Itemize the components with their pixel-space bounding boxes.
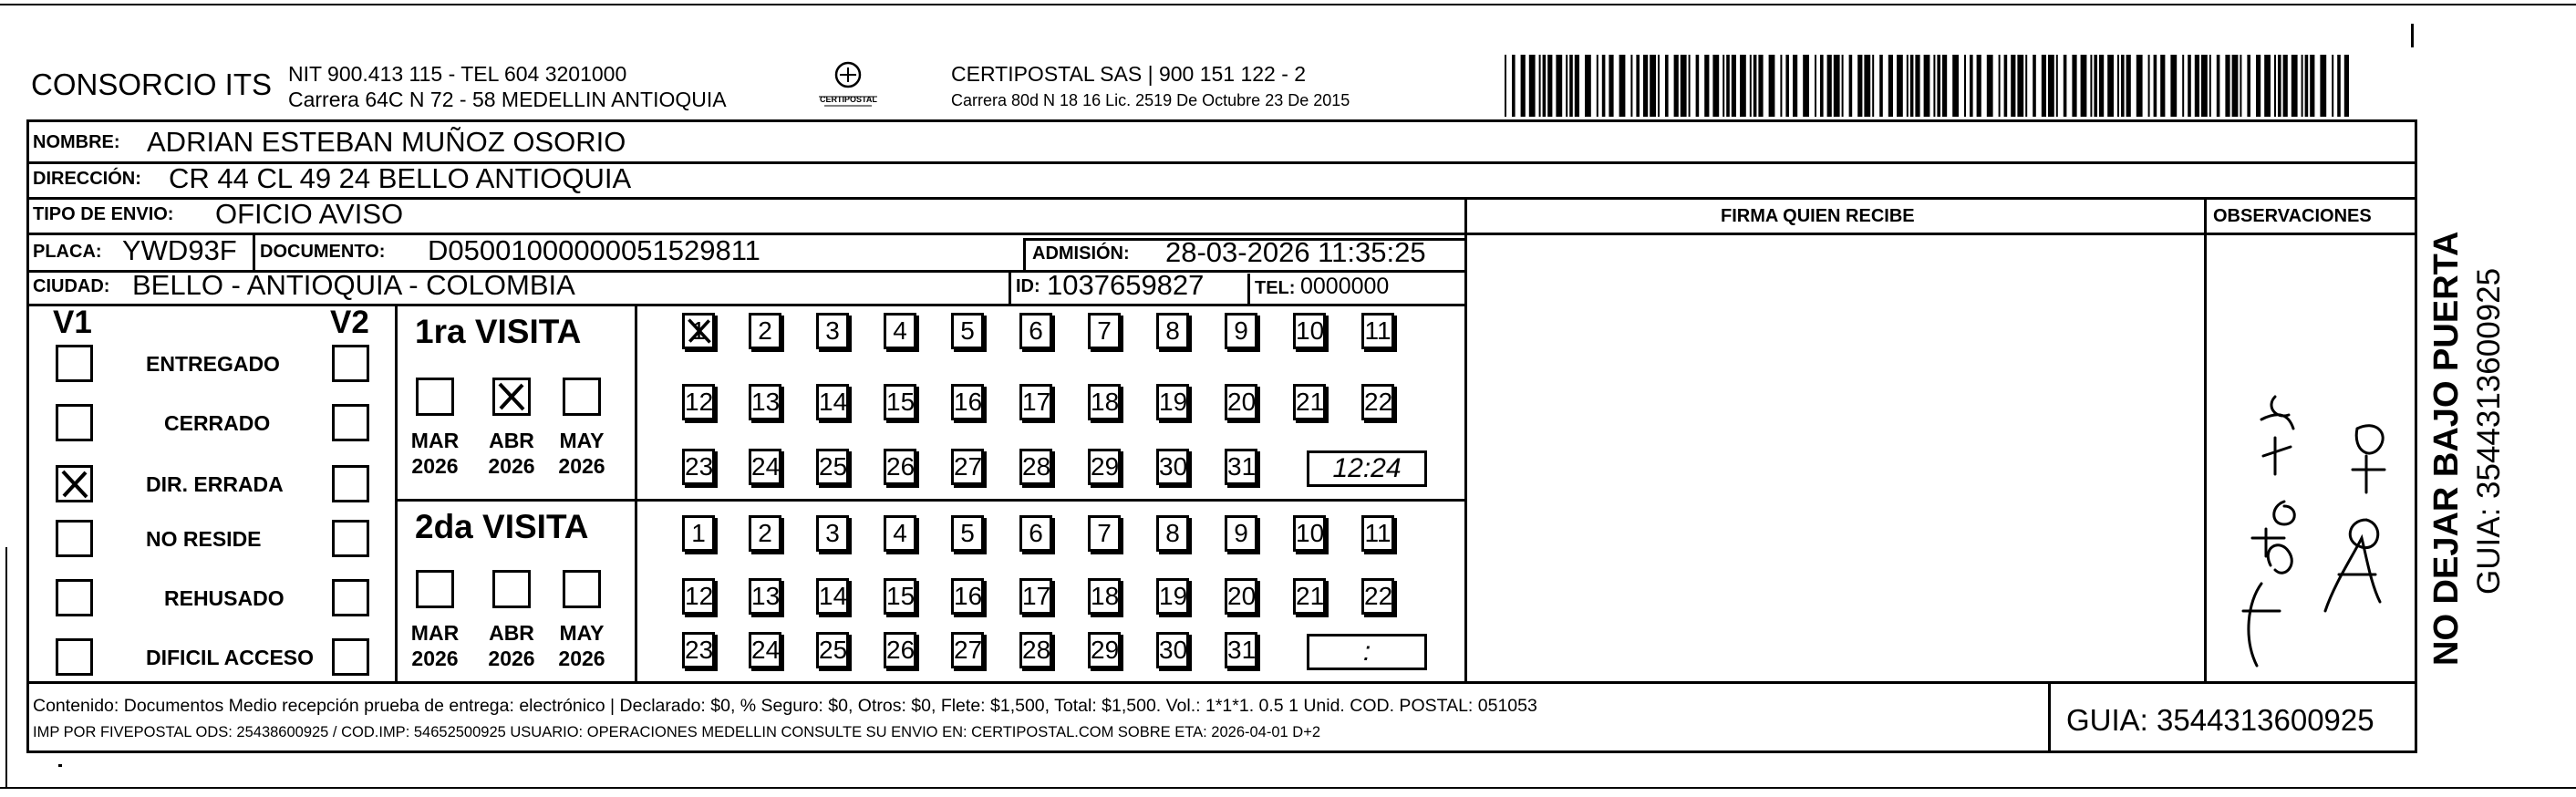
barcode-bar	[1872, 55, 1874, 117]
barcode-bar	[1575, 55, 1579, 117]
v2-checkbox[interactable]	[332, 638, 369, 676]
day-box[interactable]: 13	[749, 578, 781, 615]
v1-checkbox[interactable]	[56, 638, 93, 676]
barcode-bar	[2072, 55, 2076, 117]
tel-value: 0000000	[1300, 274, 1390, 299]
barcode-bar	[2310, 55, 2314, 117]
barcode-bar	[1512, 55, 1516, 117]
barcode-bar	[2278, 55, 2281, 117]
day-box[interactable]: 25	[816, 632, 849, 668]
day-box[interactable]: 18	[1088, 384, 1121, 420]
day-box[interactable]: 28	[1019, 449, 1052, 485]
barcode-bar	[1696, 55, 1700, 117]
barcode-bar	[1857, 55, 1862, 117]
day-box[interactable]: 9	[1225, 313, 1257, 349]
day-box[interactable]: 24	[749, 449, 781, 485]
barcode-bar	[1505, 55, 1506, 117]
day-box[interactable]: 26	[884, 449, 916, 485]
barcode-bar	[1970, 55, 1973, 117]
observaciones-note-text	[0, 0, 5, 1]
barcode-bar	[1569, 55, 1573, 117]
barcode-bar	[1999, 55, 2001, 117]
day-box[interactable]: 31	[1225, 632, 1257, 668]
barcode-bar	[2048, 55, 2054, 117]
day-box[interactable]: 7	[1088, 515, 1121, 552]
day-box[interactable]: 24	[749, 632, 781, 668]
status-label-1: CERRADO	[164, 411, 271, 435]
barcode-bar	[1888, 55, 1893, 117]
barcode-bar	[2117, 55, 2119, 117]
admision-value: 28-03-2026 11:35:25	[1165, 236, 1426, 268]
barcode-bar	[1879, 55, 1883, 117]
month-year: 2026	[558, 453, 605, 478]
carrier-logo-text: CERTIPOSTAL	[820, 95, 877, 104]
day-box[interactable]: 29	[1088, 632, 1121, 668]
day-box[interactable]: 30	[1156, 632, 1189, 668]
day-box[interactable]: 27	[951, 632, 984, 668]
day-box[interactable]: 6	[1019, 515, 1052, 552]
day-box[interactable]: 20	[1225, 578, 1257, 615]
barcode	[1505, 55, 2357, 117]
documento-label: DOCUMENTO:	[260, 242, 386, 262]
barcode-bar	[2004, 55, 2008, 117]
barcode-bar	[1609, 55, 1613, 117]
day-box[interactable]: 21	[1293, 578, 1326, 615]
tipo-envio-value: OFICIO AVISO	[215, 198, 404, 230]
day-box[interactable]: 27	[951, 449, 984, 485]
barcode-bar	[1842, 55, 1844, 117]
day-box[interactable]: 13	[749, 384, 781, 420]
barcode-bar	[1740, 55, 1746, 117]
day-box[interactable]: 5	[951, 313, 984, 349]
barcode-bar	[1543, 55, 1547, 117]
side-guia: GUIA: 3544313600925	[2471, 267, 2507, 595]
side-no-dejar: NO DEJAR BAJO PUERTA	[2427, 231, 2466, 666]
barcode-bar	[1681, 55, 1687, 117]
barcode-bar	[1758, 55, 1763, 117]
v1-checkbox[interactable]	[56, 465, 93, 502]
visit-cal-divider	[635, 304, 637, 681]
barcode-bar	[2017, 55, 2023, 117]
barcode-bar	[2256, 55, 2260, 117]
firma-area[interactable]	[1468, 236, 2202, 679]
tel-divider	[1247, 274, 1250, 304]
barcode-bar	[1712, 55, 1719, 117]
month-checkbox-mar[interactable]	[416, 378, 454, 416]
day-box[interactable]: 2	[749, 313, 781, 349]
barcode-bar	[1933, 55, 1935, 117]
placa-divider	[253, 233, 255, 270]
barcode-bar	[1924, 55, 1930, 117]
day-box[interactable]: 17	[1019, 384, 1052, 420]
barcode-bar	[1630, 55, 1632, 117]
day-box[interactable]: 4	[884, 313, 916, 349]
day-box[interactable]: 12	[682, 578, 715, 615]
status-label-5: DIFICIL ACCESO	[146, 646, 315, 669]
barcode-bar	[1602, 55, 1606, 117]
day-box[interactable]: 3	[816, 313, 849, 349]
barcode-bar	[1897, 55, 1903, 117]
company-address: Carrera 64C N 72 - 58 MEDELLIN ANTIOQUIA	[288, 88, 727, 111]
ciudad-value: BELLO - ANTIOQUIA - COLOMBIA	[132, 269, 575, 301]
day-box[interactable]: 5	[951, 515, 984, 552]
barcode-bar	[1952, 55, 1959, 117]
outer-bottom-line	[0, 787, 2576, 789]
day-box[interactable]: 23	[682, 632, 715, 668]
barcode-bar	[1529, 55, 1536, 117]
day-box[interactable]: 19	[1156, 384, 1189, 420]
barcode-bar	[1834, 55, 1840, 117]
barcode-bar	[2195, 55, 2199, 117]
month-checkbox-may[interactable]	[563, 570, 601, 608]
month-checkbox-mar[interactable]	[416, 570, 454, 608]
day-box[interactable]: 4	[884, 515, 916, 552]
nombre-label: NOMBRE:	[33, 132, 120, 152]
barcode-bar	[2154, 55, 2157, 117]
barcode-bar	[2182, 55, 2184, 117]
v2-checkbox[interactable]	[332, 520, 369, 557]
observaciones-label: OBSERVACIONES	[2213, 206, 2372, 226]
month-checkbox-may[interactable]	[563, 378, 601, 416]
barcode-bar	[1539, 55, 1541, 117]
barcode-bar	[2337, 55, 2341, 117]
barcode-bar	[1636, 55, 1640, 117]
barcode-bar	[2292, 55, 2298, 117]
day-box[interactable]: 23	[682, 449, 715, 485]
day-box[interactable]: 15	[884, 578, 916, 615]
placa-label: PLACA:	[33, 242, 102, 262]
barcode-bar	[2170, 55, 2177, 117]
day-box[interactable]: 9	[1225, 515, 1257, 552]
day-box[interactable]: 10	[1293, 515, 1326, 552]
barcode-bar	[2025, 55, 2027, 117]
day-box[interactable]: 21	[1293, 384, 1326, 420]
barcode-bar	[2099, 55, 2104, 117]
barcode-bar	[1937, 55, 1940, 117]
month-label	[480, 429, 543, 479]
v1-checkbox[interactable]	[56, 345, 93, 382]
direccion-label: DIRECCIÓN:	[33, 169, 141, 189]
day-box[interactable]: 8	[1156, 515, 1189, 552]
barcode-bar	[2160, 55, 2165, 117]
month-name: ABR	[489, 621, 534, 645]
day-box[interactable]: 15	[884, 384, 916, 420]
day-box[interactable]: 25	[816, 449, 849, 485]
month-name: ABR	[489, 429, 534, 452]
barcode-bar	[1987, 55, 1993, 117]
status-label-2: DIR. ERRADA	[146, 472, 284, 496]
barcode-bar	[1793, 55, 1797, 117]
month-name: MAY	[559, 429, 605, 452]
day-box[interactable]: 22	[1361, 578, 1394, 615]
id-value: 1037659827	[1047, 269, 1205, 301]
barcode-bar	[1907, 55, 1909, 117]
footer-contenido: Contenido: Documentos Medio recepción prueba de entrega: electrónico | Declarado: $0, % Seguro: $0, Otros: $0, Flete: $1,500, Total: $1,500. Vol.: 1*1*1. 0.5 1 Unid. COD. POSTAL: 051053	[33, 696, 1537, 716]
day-box[interactable]: 26	[884, 632, 916, 668]
footer-top-line	[26, 681, 2417, 684]
barcode-bar	[2201, 55, 2208, 117]
barcode-bar	[1650, 55, 1656, 117]
carrier-name: CERTIPOSTAL SAS | 900 151 122 - 2	[951, 62, 1307, 86]
barcode-bar	[2320, 55, 2326, 117]
barcode-bar	[2240, 55, 2241, 117]
barcode-bar	[2042, 55, 2046, 117]
v1-label: V1	[53, 305, 92, 340]
barcode-bar	[2011, 55, 2015, 117]
carrier-logo-icon	[812, 60, 885, 111]
barcode-bar	[1750, 55, 1752, 117]
barcode-bar	[2274, 55, 2276, 117]
barcode-bar	[1780, 55, 1782, 117]
barcode-bar	[2247, 55, 2250, 117]
company-name: CONSORCIO ITS	[31, 67, 273, 101]
barcode-bar	[1547, 55, 1552, 117]
barcode-bar	[1754, 55, 1757, 117]
barcode-bar	[1726, 55, 1730, 117]
barcode-bar	[1619, 55, 1626, 117]
footer-guia-divider	[2048, 681, 2051, 753]
month-checkbox-abr[interactable]	[492, 378, 531, 416]
barcode-bar	[2188, 55, 2191, 117]
barcode-bar	[1732, 55, 1736, 117]
barcode-bar	[1864, 55, 1870, 117]
barcode-bar	[2033, 55, 2036, 117]
v2-checkbox[interactable]	[332, 345, 369, 382]
stray-mark	[58, 764, 62, 767]
day-box[interactable]: 11	[1361, 515, 1394, 552]
observaciones-handwriting	[2207, 310, 2415, 675]
barcode-bar	[2126, 55, 2131, 117]
v2-checkbox[interactable]	[332, 465, 369, 502]
first-visit-title: 1ra VISITA	[415, 313, 582, 350]
barcode-bar	[2090, 55, 2092, 117]
barcode-bar	[2094, 55, 2097, 117]
v1-checkbox[interactable]	[56, 404, 93, 441]
barcode-bar	[2148, 55, 2150, 117]
day-box[interactable]: 31	[1225, 449, 1257, 485]
direccion-value: CR 44 CL 49 24 BELLO ANTIOQUIA	[169, 162, 632, 194]
barcode-bar	[1827, 55, 1832, 117]
barcode-bar	[1910, 55, 1914, 117]
month-year: 2026	[488, 646, 535, 670]
barcode-bar	[1704, 55, 1709, 117]
barcode-bar	[2081, 55, 2087, 117]
day-box[interactable]: 29	[1088, 449, 1121, 485]
barcode-bar	[2225, 55, 2229, 117]
month-checkbox-abr[interactable]	[492, 570, 531, 608]
row-line-firma	[1464, 233, 2417, 235]
v2-label: V2	[330, 305, 369, 340]
outer-top-line	[0, 4, 2576, 5]
v1-checkbox[interactable]	[56, 579, 93, 616]
barcode-bar	[1665, 55, 1669, 117]
barcode-bar	[1597, 55, 1598, 117]
barcode-bar	[1674, 55, 1679, 117]
barcode-bar	[2283, 55, 2288, 117]
month-label	[403, 621, 467, 671]
day-box[interactable]: 18	[1088, 578, 1121, 615]
firma-label: FIRMA QUIEN RECIBE	[1721, 206, 1915, 226]
v2-checkbox[interactable]	[332, 579, 369, 616]
firma-left-border	[1464, 197, 1467, 681]
barcode-bar	[2232, 55, 2239, 117]
barcode-bar	[1566, 55, 1567, 117]
footer-imp: IMP POR FIVEPOSTAL ODS: 25438600925 / COD.IMP: 54652500925 USUARIO: OPERACIONES MEDELLIN CONSULTE SU ENVIO EN: CERTIPOSTAL.COM SOBRE ETA: 2026-04-01 D+2	[33, 724, 1321, 740]
month-name: MAR	[410, 429, 460, 452]
month-label	[550, 621, 614, 671]
barcode-bar	[1815, 55, 1816, 117]
barcode-bar	[2209, 55, 2211, 117]
barcode-bar	[2056, 55, 2058, 117]
barcode-bar	[2344, 55, 2349, 117]
day-box[interactable]: 17	[1019, 578, 1052, 615]
day-box[interactable]: 11	[1361, 313, 1394, 349]
status-label-0: ENTREGADO	[146, 352, 280, 376]
time-box[interactable]: :	[1307, 634, 1427, 670]
status-label-3: NO RESIDE	[146, 527, 262, 551]
day-box[interactable]: 2	[749, 515, 781, 552]
barcode-bar	[1820, 55, 1824, 117]
visits-mid-line	[395, 499, 1464, 502]
barcode-bar	[2136, 55, 2143, 117]
day-box[interactable]: 19	[1156, 578, 1189, 615]
documento-value: D05001000000051529811	[428, 234, 760, 266]
placa-value: YWD93F	[122, 234, 237, 266]
edge-mark	[2411, 24, 2414, 47]
footer-guia: GUIA: 3544313600925	[2066, 703, 2374, 737]
month-name: MAY	[559, 621, 605, 645]
v1-checkbox[interactable]	[56, 520, 93, 557]
day-box[interactable]: 22	[1361, 384, 1394, 420]
barcode-bar	[1689, 55, 1691, 117]
day-box[interactable]: 16	[951, 384, 984, 420]
barcode-bar	[1658, 55, 1660, 117]
id-label: ID:	[1016, 276, 1040, 296]
outer-left-line	[5, 547, 7, 789]
day-box[interactable]: 14	[816, 384, 849, 420]
month-name: MAR	[410, 621, 460, 645]
barcode-bar	[1585, 55, 1591, 117]
day-box[interactable]: 10	[1293, 313, 1326, 349]
barcode-bar	[2217, 55, 2220, 117]
day-box[interactable]: 6	[1019, 313, 1052, 349]
status-label-4: REHUSADO	[164, 586, 284, 610]
barcode-bar	[1556, 55, 1562, 117]
barcode-bar	[1942, 55, 1947, 117]
tel-label: TEL:	[1255, 278, 1296, 298]
day-box[interactable]: 1	[682, 515, 715, 552]
month-year: 2026	[488, 453, 535, 478]
barcode-bar	[1977, 55, 1981, 117]
barcode-bar	[2332, 55, 2333, 117]
day-box[interactable]: 16	[951, 578, 984, 615]
day-box[interactable]: 3	[816, 515, 849, 552]
company-nit: NIT 900.413 115 - TEL 604 3201000	[288, 62, 627, 86]
barcode-bar	[1643, 55, 1648, 117]
carrier-license: Carrera 80d N 18 16 Lic. 2519 De Octubre 23 De 2015	[951, 91, 1350, 109]
barcode-bar	[2302, 55, 2303, 117]
barcode-bar	[2264, 55, 2271, 117]
day-box[interactable]: 28	[1019, 632, 1052, 668]
month-label	[480, 621, 543, 671]
second-visit-title: 2da VISITA	[415, 508, 589, 545]
time-box[interactable]: 12:24	[1307, 450, 1427, 487]
tipo-envio-label: TIPO DE ENVIO:	[33, 204, 174, 224]
barcode-bar	[1785, 55, 1789, 117]
barcode-bar	[2064, 55, 2067, 117]
day-box[interactable]: 1	[682, 313, 715, 349]
barcode-bar	[1803, 55, 1809, 117]
ciudad-label: CIUDAD:	[33, 276, 110, 296]
nombre-value: ADRIAN ESTEBAN MUÑOZ OSORIO	[147, 126, 626, 158]
admision-label: ADMISIÓN:	[1032, 243, 1130, 264]
day-box[interactable]: 30	[1156, 449, 1189, 485]
month-year: 2026	[411, 646, 459, 670]
barcode-bar	[1849, 55, 1853, 117]
admision-divider	[1023, 238, 1026, 270]
barcode-bar	[1521, 55, 1526, 117]
barcode-bar	[1769, 55, 1775, 117]
id-divider	[1009, 270, 1011, 304]
barcode-bar	[1915, 55, 1919, 117]
barcode-bar	[2107, 55, 2114, 117]
barcode-bar	[1964, 55, 1966, 117]
v2-checkbox[interactable]	[332, 404, 369, 441]
barcode-bar	[2305, 55, 2309, 117]
day-box[interactable]: 20	[1225, 384, 1257, 420]
barcode-bar	[1723, 55, 1724, 117]
month-label	[403, 429, 467, 479]
v-section-divider	[395, 304, 398, 681]
day-box[interactable]: 7	[1088, 313, 1121, 349]
month-year: 2026	[558, 646, 605, 670]
month-label	[550, 429, 614, 479]
day-box[interactable]: 8	[1156, 313, 1189, 349]
day-box[interactable]: 14	[816, 578, 849, 615]
month-year: 2026	[411, 453, 459, 478]
day-box[interactable]: 12	[682, 384, 715, 420]
row-line-5	[26, 304, 1467, 306]
barcode-bar	[2121, 55, 2125, 117]
